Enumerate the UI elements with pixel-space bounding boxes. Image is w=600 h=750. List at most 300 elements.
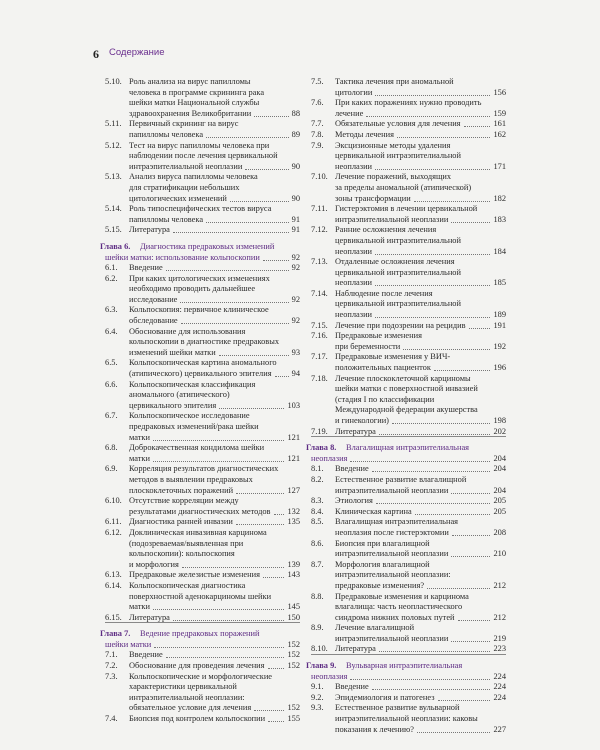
dot-leader	[372, 471, 490, 472]
toc-entry-text: при беременности	[335, 341, 401, 351]
toc-entry-line	[105, 225, 300, 236]
toc-entry-text: характеристики цервикальной	[129, 682, 237, 692]
toc-entry-line	[311, 644, 506, 655]
toc-entry-number: 7.16.	[311, 331, 328, 341]
toc-entry-number: 5.10.	[105, 77, 122, 86]
toc-entry-text: влагалища: часть неопластического	[335, 602, 463, 612]
toc-entry-text: При каких цитологических изменениях	[129, 273, 270, 283]
toc-entry-text: Диагностика предраковых изменений	[140, 241, 275, 251]
toc-entry-text: шейки матки Национальной службы	[129, 98, 260, 108]
toc-entry-number: 8.8.	[311, 591, 324, 601]
toc-entry-text: Отсутствие корреляции между	[129, 496, 239, 506]
toc-entry-line	[311, 331, 506, 342]
toc-page-number: 145	[287, 602, 300, 612]
dot-leader	[154, 647, 284, 648]
toc-entry-text: предраковые изменения?	[335, 580, 425, 590]
toc-entry-number: 9.1.	[311, 682, 324, 692]
toc-entry-text: для стратификации небольших	[129, 182, 240, 192]
toc-page-number: 159	[493, 108, 506, 118]
dot-leader	[375, 169, 490, 170]
dot-leader	[427, 588, 490, 589]
dot-leader	[275, 376, 289, 377]
toc-entry-text: Влагалищная интраэпителиальная	[346, 443, 470, 453]
toc-entry-text: Естественное развитие вульварной	[335, 703, 460, 713]
toc-entry-text: неоплазии	[335, 246, 373, 256]
toc-entry-line	[311, 613, 506, 624]
toc-page-number: 202	[493, 426, 506, 436]
toc-entry-text: лечение	[335, 108, 364, 118]
toc-entry-text: Предраковые железистые изменения	[129, 570, 260, 580]
toc-entry-line	[105, 183, 300, 194]
toc-entry-line	[105, 358, 300, 369]
dot-leader	[181, 323, 289, 324]
dot-leader	[397, 137, 490, 138]
toc-entry-line	[105, 348, 300, 359]
toc-entry-line	[311, 374, 506, 385]
toc-entry-line	[311, 634, 506, 645]
toc-entry-text: интраэпителиальной неоплазии	[335, 485, 449, 495]
toc-entry-line	[105, 369, 300, 380]
toc-page-number: 152	[287, 639, 300, 649]
toc-page-number: 192	[493, 341, 506, 351]
toc-chapter-line	[306, 443, 506, 454]
toc-entry-text: плоскоклеточных поражений	[129, 485, 234, 495]
toc-entry-text: Доклиническая инвазивная карцинома	[129, 527, 267, 537]
toc-entry-number: 6.1.	[105, 263, 118, 273]
toc-entry-text: Ранние осложнения лечения	[335, 225, 437, 235]
toc-entry-text: Предраковые изменения и карцинома	[335, 591, 469, 601]
toc-entry-text: Введение	[335, 682, 369, 692]
toc-page-number: 161	[493, 119, 506, 129]
toc-entry-text: Кольпоскопия: первичное клиническое	[129, 305, 269, 315]
toc-entry-text: Кольпоскопическая диагностика	[129, 580, 246, 590]
toc-entry-text: цервикального эпителия	[129, 400, 217, 410]
dot-leader	[263, 577, 284, 578]
section-divider	[311, 654, 506, 655]
toc-page-number: 162	[493, 129, 506, 139]
toc-entry-text: цервикальной интраэпителиальной	[335, 151, 461, 161]
toc-entry-text: Предраковые изменения	[335, 331, 422, 341]
dot-leader	[452, 535, 490, 536]
toc-entry-line	[105, 613, 300, 624]
toc-entry-number: 7.7.	[311, 119, 324, 129]
toc-entry-text: Естественное развитие влагалищной	[335, 474, 467, 484]
toc-page-number: 121	[287, 453, 300, 463]
toc-entry-text: Методы лечения	[335, 129, 394, 139]
toc-entry-number: 7.3.	[105, 671, 118, 681]
toc-entry-number: Глава 7.	[100, 629, 131, 639]
toc-entry-line	[105, 672, 300, 683]
toc-entry-text: цитологии	[335, 87, 373, 97]
toc-entry-line	[311, 236, 506, 247]
toc-entry-line	[311, 581, 506, 592]
toc-entry-text: Биопсия под контролем кольпоскопии	[129, 714, 266, 724]
toc-entry-text: Введение	[335, 464, 369, 474]
section-divider	[311, 436, 506, 437]
dot-leader	[206, 222, 289, 223]
toc-entry-line	[311, 225, 506, 236]
toc-entry-text: поверхностной аденокарциномы шейки	[129, 591, 272, 601]
dot-leader	[254, 116, 289, 117]
dot-leader	[182, 567, 284, 568]
toc-entry-text: неоплазия после гистерэктомии	[335, 527, 449, 537]
toc-entry-text: Гистерэктомия в лечении цервикальной	[335, 204, 478, 214]
toc-entry-line	[311, 570, 506, 581]
toc-entry-line	[311, 507, 506, 518]
toc-entry-text: шейки матки: использование кольпоскопии	[105, 252, 260, 262]
toc-entry-text: Корреляция результатов диагностических	[129, 464, 279, 474]
toc-chapter-line	[100, 629, 300, 640]
toc-entry-text: Доброкачественная кондилома шейки	[129, 443, 265, 453]
toc-entry-line	[105, 194, 300, 205]
toc-entry-text: необходимо проводить дальнейшее	[129, 284, 256, 294]
toc-entry-text: и морфология	[129, 559, 179, 569]
dot-leader	[268, 721, 284, 722]
toc-entry-number: Глава 6.	[100, 241, 131, 251]
dot-leader	[451, 222, 490, 223]
toc-page-number: 152	[287, 703, 300, 713]
dot-leader	[173, 620, 284, 621]
toc-page-number: 92	[291, 252, 300, 262]
toc-entry-line	[311, 141, 506, 152]
dot-leader	[415, 514, 490, 515]
toc-page-number: 204	[493, 485, 506, 495]
dot-leader	[206, 137, 289, 138]
toc-entry-line	[311, 539, 506, 550]
toc-entry-text: предраковых изменений/рака шейки	[129, 422, 259, 431]
toc-entry-text: неоплазия	[311, 453, 348, 463]
dot-leader	[173, 232, 289, 233]
dot-leader	[372, 689, 490, 690]
toc-entry-line	[311, 464, 506, 475]
toc-entry-text: (подозреваемая/выявленная при	[129, 538, 244, 548]
toc-entry-number: 5.14.	[105, 204, 122, 214]
toc-page-number: 143	[287, 570, 300, 580]
toc-entry-number: 6.4.	[105, 326, 118, 336]
toc-entry-line	[311, 194, 506, 205]
toc-entry-line	[105, 496, 300, 507]
toc-entry-line	[311, 257, 506, 268]
toc-page-number: 224	[493, 692, 506, 702]
toc-entry-line	[105, 284, 300, 295]
dot-leader	[451, 556, 490, 557]
toc-entry-text: Обоснование для проведения лечения	[129, 661, 265, 671]
toc-page-number: 224	[493, 671, 506, 681]
toc-entry-line	[105, 130, 300, 141]
toc-page-number: 223	[493, 644, 506, 654]
toc-entry-text: Диагностика ранней инвазии	[129, 517, 233, 527]
toc-left-column	[100, 77, 300, 725]
toc-entry-line	[105, 263, 300, 274]
toc-entry-number: 8.6.	[311, 538, 324, 548]
toc-page-number: 224	[493, 682, 506, 692]
dot-leader	[414, 201, 490, 202]
toc-entry-text: показания к лечению?	[335, 724, 414, 734]
toc-entry-line	[311, 682, 506, 693]
toc-entry-text: Отдаленные осложнения лечения	[335, 257, 455, 267]
toc-entry-line	[311, 162, 506, 173]
toc-entry-number: 7.9.	[311, 140, 324, 150]
toc-entry-line	[311, 130, 506, 141]
toc-entry-line	[105, 172, 300, 183]
toc-entry-number: 5.13.	[105, 172, 122, 182]
toc-entry-line	[311, 247, 506, 258]
toc-entry-text: папилломы человека	[129, 214, 204, 224]
toc-entry-line	[105, 390, 300, 401]
toc-entry-line	[105, 661, 300, 672]
toc-entry-line	[105, 592, 300, 603]
toc-page-number: 92	[291, 263, 300, 273]
toc-entry-text: интраэпителиальной неоплазии:	[335, 570, 451, 580]
toc-page-number: 210	[493, 549, 506, 559]
toc-entry-text: Обязательные условия для лечения	[335, 119, 461, 129]
toc-entry-line	[105, 539, 300, 550]
toc-entry-text: интраэпителиальной неоплазии	[335, 214, 449, 224]
toc-page-number: 204	[493, 464, 506, 474]
toc-entry-line	[311, 215, 506, 226]
dot-leader	[350, 679, 490, 680]
dot-leader	[263, 260, 289, 261]
toc-entry-line	[311, 395, 506, 406]
toc-entry-text: матки	[129, 602, 150, 612]
toc-entry-text: Наблюдение после лечения	[335, 288, 433, 298]
toc-page-number: 127	[287, 485, 300, 495]
toc-entry-number: 8.3.	[311, 496, 324, 506]
toc-entry-text: аномального (атипического)	[129, 390, 230, 400]
toc-entry-line	[311, 602, 506, 613]
toc-entry-text: синдрома нижних половых путей	[335, 612, 455, 622]
toc-entry-number: 5.12.	[105, 140, 122, 150]
toc-entry-text: Ведение предраковых поражений	[140, 629, 260, 639]
dot-leader	[375, 317, 490, 318]
toc-entry-text: Эксцизионные методы удаления	[335, 140, 451, 150]
toc-page-number: 227	[493, 724, 506, 734]
toc-page-number: 212	[493, 580, 506, 590]
toc-entry-number: 7.4.	[105, 714, 118, 724]
toc-entry-text: неоплазии	[335, 161, 373, 171]
dot-leader	[230, 201, 289, 202]
toc-entry-line	[311, 560, 506, 571]
toc-entry-number: 6.10.	[105, 496, 122, 506]
toc-entry-text: шейки матки с поверхностной инвазией	[335, 384, 478, 394]
toc-entry-line	[311, 342, 506, 353]
toc-page-number: 219	[493, 633, 506, 643]
toc-entry-line	[105, 337, 300, 348]
toc-page-number: 89	[291, 129, 300, 139]
toc-entry-number: 7.11.	[311, 204, 328, 214]
toc-page-number: 132	[287, 506, 300, 516]
toc-chapter-line	[105, 640, 300, 651]
toc-entry-text: неоплазии	[335, 278, 373, 288]
toc-entry-text: папилломы человека	[129, 129, 204, 139]
toc-entry-line	[105, 316, 300, 327]
toc-page-number: 171	[493, 161, 506, 171]
toc-page-number: 196	[493, 363, 506, 373]
toc-entry-line	[311, 486, 506, 497]
toc-entry-line	[105, 411, 300, 422]
toc-entry-text: Лечение при подозрении на рецидив	[335, 320, 466, 330]
toc-page-number: 198	[493, 416, 506, 425]
toc-entry-text: Кольпоскопические и морфологические	[129, 671, 273, 681]
toc-entry-text: методов в выявлении предраковых	[129, 474, 253, 484]
dot-leader	[376, 503, 490, 504]
dot-leader	[375, 285, 490, 286]
toc-entry-line	[311, 384, 506, 395]
toc-page-number: 152	[287, 661, 300, 671]
toc-entry-text: Предраковые изменения у ВИЧ-	[335, 352, 451, 362]
dot-leader	[180, 302, 289, 303]
toc-entry-line	[105, 602, 300, 613]
dot-leader	[392, 423, 490, 424]
toc-entry-line	[105, 162, 300, 173]
toc-entry-line	[105, 141, 300, 152]
toc-entry-line	[311, 714, 506, 725]
toc-entry-number: 6.8.	[105, 443, 118, 453]
toc-entry-line	[105, 693, 300, 704]
toc-page-number: 94	[291, 369, 300, 379]
dot-leader	[268, 668, 284, 669]
toc-entry-line	[311, 289, 506, 300]
toc-entry-line	[311, 352, 506, 363]
toc-page-number: 205	[493, 506, 506, 516]
toc-page-number: 90	[291, 193, 300, 203]
toc-page-number: 155	[287, 714, 300, 724]
toc-entry-number: 9.3.	[311, 703, 324, 713]
toc-entry-number: 8.2.	[311, 474, 324, 484]
toc-page-number: 185	[493, 278, 506, 288]
toc-entry-text: Эпидемиология и патогенез	[335, 692, 435, 702]
page-number: 6	[93, 47, 99, 61]
toc-entry-text: наблюдении после лечения цервикальной	[129, 151, 278, 161]
toc-entry-line	[105, 682, 300, 693]
dot-leader	[236, 524, 284, 525]
toc-entry-line	[311, 592, 506, 603]
toc-entry-text: результатами диагностических методов	[129, 506, 271, 516]
toc-entry-line	[311, 310, 506, 321]
dot-leader	[438, 700, 490, 701]
toc-entry-number: 7.19.	[311, 426, 328, 436]
toc-entry-text: Литература	[129, 225, 170, 235]
dot-leader	[469, 328, 490, 329]
toc-page-number: 184	[493, 246, 506, 256]
toc-entry-line	[311, 725, 506, 736]
page-title: Содержание	[109, 47, 165, 58]
toc-entry-line	[311, 517, 506, 528]
toc-entry-line	[105, 88, 300, 99]
dot-leader	[219, 355, 289, 356]
toc-entry-number: 5.11.	[105, 119, 122, 129]
toc-entry-line	[105, 454, 300, 465]
toc-entry-text: Лечение влагалищной	[335, 623, 415, 633]
toc-entry-number: 5.15.	[105, 225, 122, 235]
toc-entry-number: 9.2.	[311, 692, 324, 702]
toc-page-number: 91	[291, 225, 300, 235]
toc-page-number: 150	[287, 612, 300, 622]
toc-entry-line	[311, 363, 506, 374]
toc-entry-text: матки	[129, 432, 150, 442]
toc-entry-line	[311, 321, 506, 332]
toc-entry-text: человека в программе скрининга рака	[129, 87, 265, 97]
dot-leader	[254, 710, 284, 711]
toc-entry-text: интраэпителиальной неоплазии	[335, 633, 449, 643]
toc-entry-text: положительных пациенток	[335, 363, 431, 373]
dot-leader	[464, 126, 490, 127]
toc-entry-line	[105, 204, 300, 215]
toc-entry-line	[105, 327, 300, 338]
toc-entry-line	[105, 151, 300, 162]
toc-entry-number: 6.13.	[105, 570, 122, 580]
toc-page-number: 182	[493, 193, 506, 203]
toc-entry-text: шейки матки	[105, 639, 152, 649]
toc-chapter-line	[100, 241, 300, 253]
toc-entry-line	[311, 77, 506, 88]
toc-entry-text: Литература	[335, 426, 376, 436]
toc-entry-line	[311, 549, 506, 560]
toc-entry-line	[311, 416, 506, 427]
toc-entry-number: 7.12.	[311, 225, 328, 235]
toc-entry-number: 7.13.	[311, 257, 328, 267]
toc-entry-line	[311, 98, 506, 109]
toc-page-number: 121	[287, 432, 300, 442]
toc-entry-line	[105, 714, 300, 725]
toc-entry-text: кольпоскопии): кольпоскопия	[129, 549, 235, 559]
toc-entry-line	[311, 405, 506, 416]
toc-entry-text: цервикальной интраэпителиальной	[335, 235, 461, 245]
toc-entry-number: 7.18.	[311, 373, 328, 383]
toc-entry-number: 7.6.	[311, 98, 324, 108]
toc-entry-line	[105, 549, 300, 560]
toc-page-number: 208	[493, 527, 506, 537]
toc-entry-text: интраэпителиальной неоплазии	[335, 549, 449, 559]
toc-entry-text: Вульварная интраэпителиальная	[346, 661, 463, 671]
toc-entry-text: Морфология влагалищной	[335, 559, 430, 569]
toc-entry-line	[311, 278, 506, 289]
toc-entry-number: 6.3.	[105, 305, 118, 315]
toc-entry-number: 8.5.	[311, 517, 324, 527]
toc-entry-line	[311, 475, 506, 486]
toc-entry-text: Литература	[129, 612, 170, 622]
toc-entry-line	[311, 693, 506, 704]
dot-leader	[375, 254, 490, 255]
toc-entry-number: 6.14.	[105, 580, 122, 590]
toc-entry-line	[105, 475, 300, 486]
dot-leader	[166, 657, 284, 658]
toc-entry-line	[105, 433, 300, 444]
dot-leader	[434, 370, 490, 371]
toc-entry-number: 6.9.	[105, 464, 118, 474]
toc-entry-text: Тактика лечения при аномальной	[335, 77, 454, 86]
toc-entry-number: Глава 9.	[306, 661, 337, 671]
dot-leader	[451, 493, 490, 494]
toc-entry-line	[105, 98, 300, 109]
toc-entry-text: здравоохранения Великобритании	[129, 108, 252, 118]
toc-page-number: 152	[287, 650, 300, 660]
toc-entry-number: 8.4.	[311, 506, 324, 516]
toc-entry-number: 7.5.	[311, 77, 324, 86]
dot-leader	[350, 461, 490, 462]
toc-entry-text: интраэпителиальной неоплазии	[129, 161, 243, 171]
toc-page-number: 88	[291, 108, 300, 118]
toc-entry-line	[105, 380, 300, 391]
toc-entry-text: цервикальной интраэпителиальной	[335, 267, 461, 277]
dot-leader	[451, 641, 490, 642]
toc-entry-text: Роль анализа на вирус папилломы	[129, 77, 251, 86]
toc-entry-number: 7.8.	[311, 129, 324, 139]
dot-leader	[458, 620, 490, 621]
toc-entry-text: интраэпителиальной неоплазии:	[129, 692, 245, 702]
toc-page-number: 139	[287, 559, 300, 569]
toc-entry-number: 8.9.	[311, 623, 324, 633]
